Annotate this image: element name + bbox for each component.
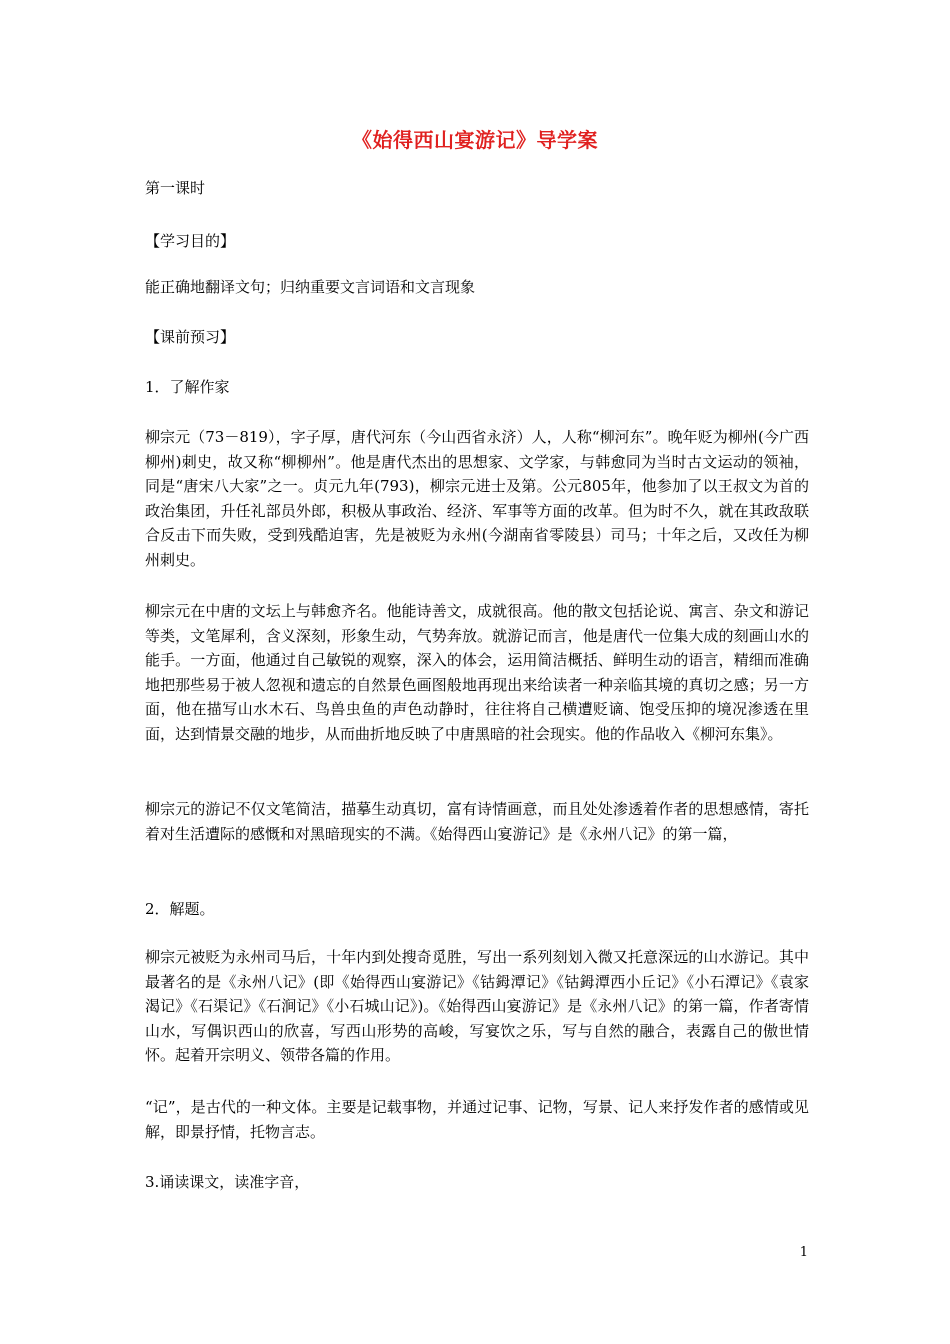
title-explanation-paragraph: 柳宗元被贬为永州司马后，十年内到处搜奇觅胜，写出一系列刻划入微又托意深远的山水游记。其中最著名的是《永州八记》(即《始得西山宴游记》《钴鉧潭记》《钴鉧潭西小丘记》《小石潭记》《袁家渴记》《石渠记》《石涧记》《小石城山记》)。《始得西山宴游记》是《永州八记》的第一篇，作者寄情山水，写偶识西山的欣喜，写西山形势的高峻，写宴饮之乐，写与自然的融合，表露自己的傲世情怀。起着开宗明义、领带各篇的作用。 (145, 948, 809, 1064)
author-paragraph-2: 柳宗元在中唐的文坛上与韩愈齐名。他能诗善文，成就很高。他的散文包括论说、寓言、杂文和游记等类，文笔犀利，含义深刻，形象生动，气势奔放。就游记而言，他是唐代一位集大成的刻画山水的能手。一方面，他通过自己敏锐的观察，深入的体会，运用简洁概括、鲜明生动的语言，精细而准确地把那些易于被人忽视和遗忘的自然景色画图般地再现出来给读者一种亲临其境的真切之感；另一方面，他在描写山水木石、鸟兽虫鱼的声色动静时，往往将自己横遭贬谪、饱受压抑的境况渗透在里面，达到情景交融的地步，从而曲折地反映了中唐黑暗的社会现实。他的作品收入《柳河东集》。 (145, 602, 809, 743)
ji-genre-paragraph: “记”，是古代的一种文体。主要是记载事物，并通过记事、记物，写景、记人来抒发作者的感情或见解，即景抒情，托物言志。 (145, 1098, 809, 1141)
objectives-text: 能正确地翻译文句；归纳重要文言词语和文言现象 (145, 278, 476, 296)
section-author-heading: 1．了解作家 (145, 378, 230, 396)
document-title: 《始得西山宴游记》导学案 (352, 128, 598, 152)
objectives-heading: 【学习目的】 (145, 232, 236, 250)
section-reading-heading: 3.诵读课文，读准字音， (145, 1173, 310, 1191)
lesson-label: 第一课时 (145, 179, 206, 197)
author-paragraph-3: 柳宗元的游记不仅文笔简洁，描摹生动真切，富有诗情画意，而且处处渗透着作者的思想感情，寄托着对生活遭际的感慨和对黑暗现实的不满。《始得西山宴游记》是《永州八记》的第一篇， (145, 800, 809, 843)
page-number: 1 (799, 1245, 808, 1260)
author-paragraph-1: 柳宗元（73－819），字子厚，唐代河东（今山西省永济）人，人称“柳河东”。晚年贬为柳州(今广西柳州)刺史，故又称“柳柳州”。他是唐代杰出的思想家、文学家，与韩愈同为当时古文运动的领袖，同是“唐宋八大家”之一。贞元九年(793)，柳宗元进士及第。公元805年，他参加了以王叔文为首的政治集团，升任礼部员外郎，积极从事政治、经济、军事等方面的改革。但为时不久，就在其政敌联合反击下而失败，受到残酷迫害，先是被贬为永州(今湖南省零陵县）司马；十年之后，又改任为柳州刺史。 (145, 428, 809, 569)
section-title-heading: 2．解题。 (145, 900, 215, 918)
preview-heading: 【课前预习】 (145, 328, 236, 346)
